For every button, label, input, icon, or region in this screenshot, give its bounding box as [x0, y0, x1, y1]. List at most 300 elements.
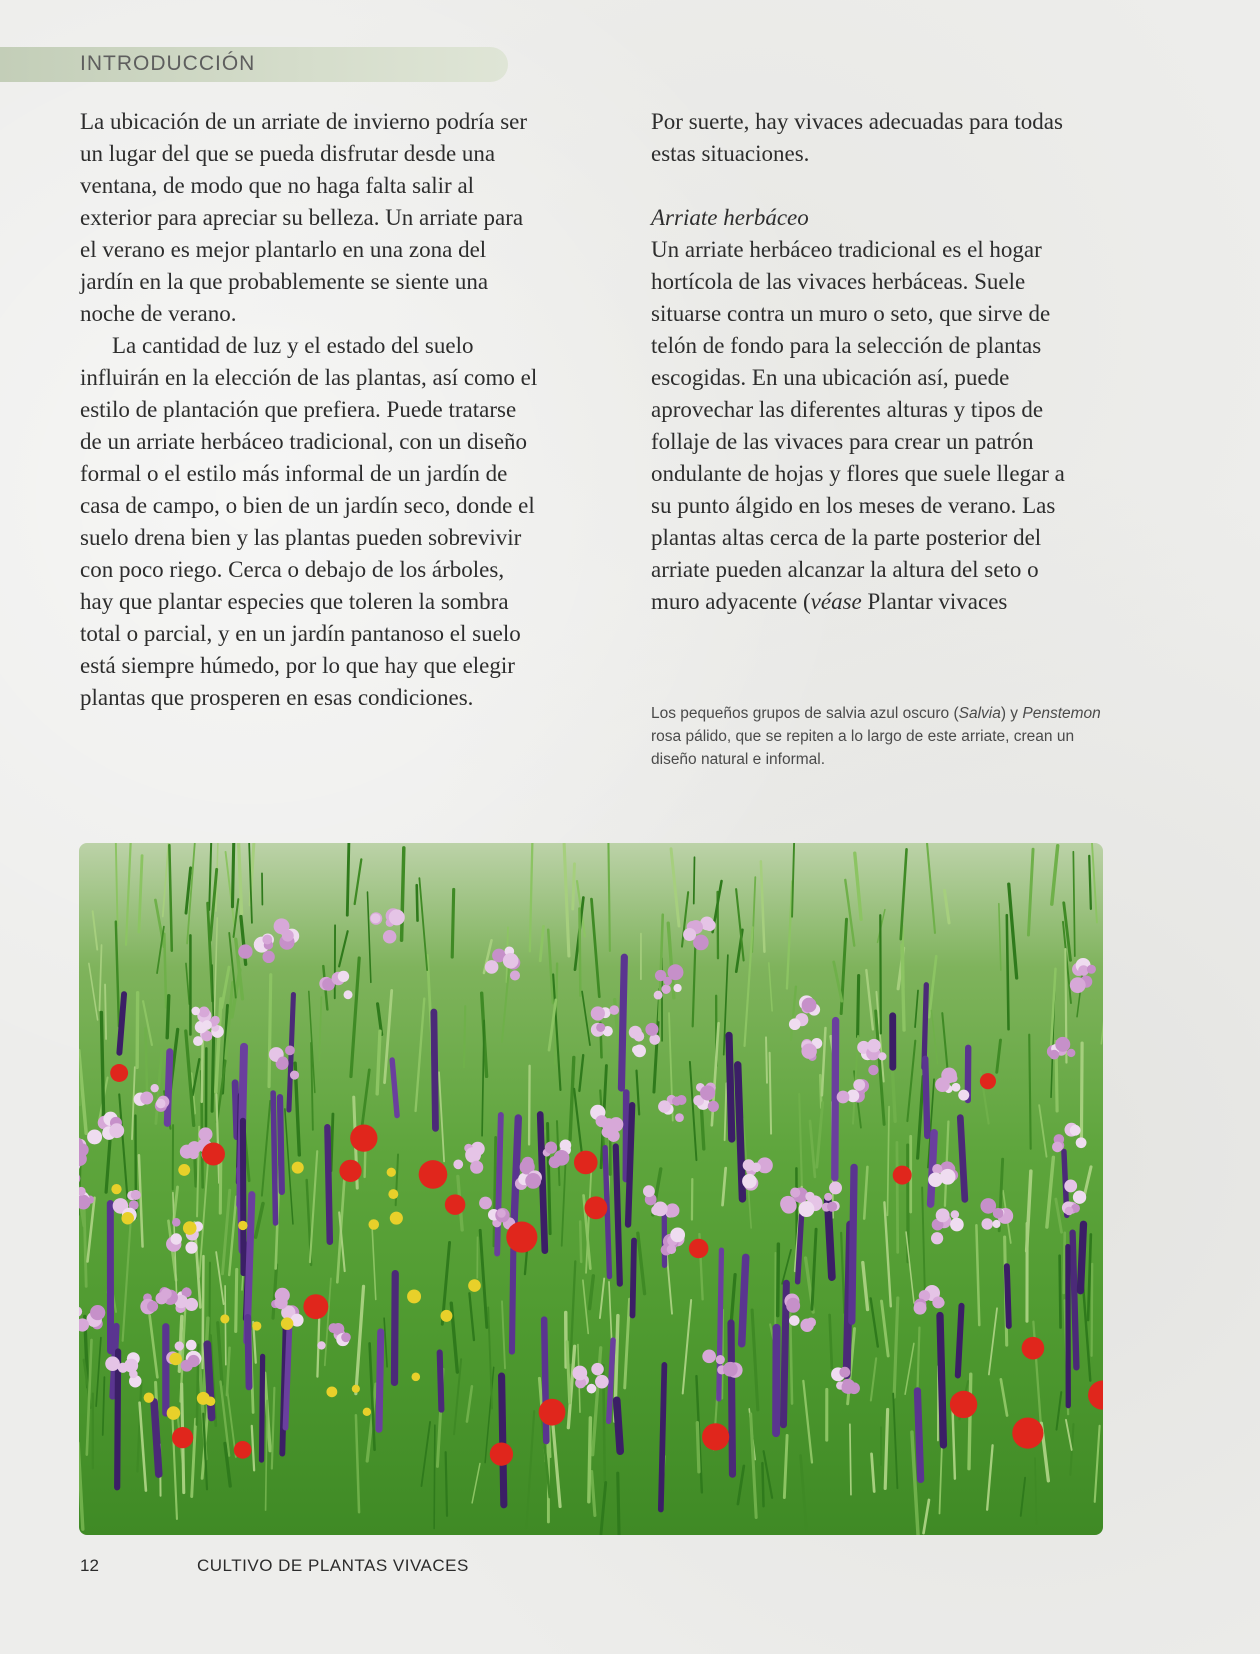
penstemon-flower [238, 944, 252, 958]
penstemon-flower [676, 1095, 686, 1105]
grass-blade [697, 1423, 699, 1472]
grass-blade [987, 1445, 992, 1509]
grass-blade [608, 843, 610, 951]
grass-blade [472, 1463, 480, 1502]
salvia-spike [960, 1118, 965, 1200]
grass-blade [787, 881, 792, 988]
grass-blade [863, 1263, 868, 1310]
grass-blade [540, 926, 543, 960]
grass-blade [143, 1001, 152, 1045]
grass-blade [1095, 1426, 1100, 1502]
penstemon-flower [595, 1375, 609, 1389]
penstemon-flower [465, 1147, 481, 1163]
penstemon-flower [211, 1016, 220, 1025]
grass-blade [1101, 977, 1103, 1044]
salvia-spike [917, 1391, 920, 1480]
penstemon-flower [596, 1023, 605, 1032]
grass-blade [169, 845, 171, 951]
yellow-flower [281, 1317, 293, 1329]
grass-blade [915, 990, 918, 1027]
grass-blade [480, 1230, 487, 1327]
salvia-spike [497, 1115, 501, 1254]
yellow-flower [363, 1408, 371, 1416]
salvia-spike [379, 1332, 381, 1429]
grass-blade [858, 976, 859, 1037]
salvia-spike [248, 1317, 249, 1386]
right-text-column [651, 106, 1091, 618]
grass-blade [89, 963, 98, 1020]
penstemon-flower [958, 1090, 969, 1101]
salvia-spike [273, 1093, 275, 1223]
penstemon-flower [199, 1006, 210, 1017]
grass-blade [266, 1400, 268, 1510]
penstemon-flower [186, 1340, 197, 1351]
grass-blade [791, 987, 796, 1040]
grass-blade [766, 1037, 767, 1082]
grass-blade [164, 934, 166, 1008]
grass-blade [229, 1197, 236, 1275]
salvia-spike [434, 1012, 436, 1128]
salvia-spike [262, 1356, 263, 1460]
penstemon-flower [191, 1007, 200, 1016]
grass-blade [150, 1315, 158, 1377]
penstemon-flower [90, 1305, 105, 1320]
yellow-flower [368, 1219, 379, 1230]
cross-reference-text: Plantar vivaces [861, 589, 1008, 614]
grass-blade [105, 985, 106, 1039]
grass-blade [855, 853, 861, 919]
penstemon-flower [878, 1052, 886, 1060]
yellow-flower [206, 1397, 216, 1407]
penstemon-flower [936, 1208, 950, 1222]
caption-italic: Salvia [958, 705, 1001, 722]
grass-blade [567, 1342, 570, 1403]
poppy-flower [445, 1194, 466, 1215]
penstemon-flower [87, 1129, 102, 1144]
penstemon-flower [140, 1091, 153, 1104]
poppy-flower [350, 1124, 377, 1151]
salvia-spike [617, 1400, 620, 1451]
poppy-flower [584, 1196, 607, 1219]
grass-blade [590, 1276, 594, 1309]
caption-text: ) y [1000, 705, 1023, 722]
grass-blade [1033, 1322, 1040, 1422]
page-number: 12 [80, 1556, 99, 1575]
grass-blade [764, 1451, 773, 1498]
penstemon-flower [105, 1356, 120, 1371]
grass-blade [850, 1424, 851, 1494]
grass-blade [731, 1275, 735, 1322]
penstemon-flower [131, 1190, 141, 1200]
grass-blade [929, 956, 936, 1017]
grass-blade [690, 1062, 697, 1160]
poppy-flower [702, 1423, 729, 1450]
penstemon-flower [338, 971, 349, 982]
grass-blade [817, 1102, 823, 1167]
penstemon-flower [702, 1349, 716, 1363]
salvia-spike [540, 1114, 545, 1250]
penstemon-flower [914, 1302, 927, 1315]
poppy-flower [234, 1441, 252, 1459]
grass-blade [582, 992, 590, 1046]
grass-blade [953, 1408, 955, 1478]
yellow-flower [326, 1386, 337, 1397]
grass-blade [356, 1286, 364, 1393]
left-text-column [80, 106, 542, 714]
salvia-spike [958, 1306, 962, 1376]
grass-blade [355, 859, 362, 904]
penstemon-flower [632, 1046, 640, 1054]
penstemon-flower [510, 970, 520, 980]
penstemon-flower [742, 1174, 757, 1189]
grass-blade [1047, 1157, 1053, 1227]
grass-blade [482, 1020, 484, 1135]
grass-blade [893, 1394, 897, 1489]
penstemon-flower [1064, 1180, 1077, 1193]
yellow-flower [144, 1392, 154, 1402]
grass-blade [922, 1187, 925, 1300]
penstemon-flower [670, 1228, 685, 1243]
penstemon-flower [806, 1317, 816, 1327]
penstemon-flower [839, 1367, 850, 1378]
penstemon-flower [658, 1100, 671, 1113]
salvia-spike [828, 1200, 832, 1277]
penstemon-flower [290, 1070, 299, 1079]
grass-blade [186, 963, 189, 1004]
penstemon-flower [827, 1202, 837, 1212]
yellow-flower [169, 1353, 182, 1366]
grass-blade [84, 1202, 86, 1286]
grass-blade [761, 861, 765, 951]
grass-blade [592, 1472, 595, 1516]
grass-blade [195, 1155, 196, 1186]
grass-blade [1009, 884, 1017, 978]
grass-blade [220, 1156, 221, 1213]
penstemon-flower [992, 1220, 1000, 1228]
grass-blade [172, 1411, 177, 1519]
grass-blade [693, 947, 696, 1026]
grass-blade [769, 963, 772, 1011]
penstemon-flower [371, 913, 381, 923]
body-text: Un arriate herbáceo tradicional es el hogar hortícola de las vivaces herbáceas. Suele situarse contra un muro o seto, que sirve de telón de fondo para la selección de plantas escogidas. En una ubicación así, puede aprovechar las diferentes alturas y tipos de follaje de las vivaces para crear un patrón ondulante de hojas y flores que suele llegar a su punto álgido en los meses de verano. Las plantas altas cerca de la parte posterior del arriate pueden alcanzar la altura del seto o muro adyacente ( [651, 237, 1065, 614]
grass-blade [272, 1388, 275, 1469]
grass-blade [1029, 1035, 1030, 1149]
running-title: CULTIVO DE PLANTAS VIVACES [197, 1556, 469, 1575]
salvia-spike [798, 1216, 802, 1282]
penstemon-flower [383, 930, 397, 944]
grass-blade [252, 1426, 254, 1470]
poppy-flower [419, 1160, 448, 1189]
penstemon-flower [950, 1218, 964, 1232]
grass-blade [866, 970, 873, 1029]
poppy-flower [202, 1142, 225, 1165]
penstemon-flower [1076, 1137, 1087, 1148]
grass-blade [126, 843, 131, 945]
grass-blade [339, 931, 348, 966]
penstemon-flower [829, 1181, 842, 1194]
penstemon-flower [993, 1208, 1004, 1219]
penstemon-flower [109, 1123, 124, 1138]
body-paragraph: La cantidad de luz y el estado del suelo influirán en la elección de las plantas, así como el estilo de plantación que prefiera. Puede tratarse de un arriate herbáceo tradicional, con un diseño formal o el estilo más informal de un jardín de casa de campo, o bien de un jardín seco, donde el suelo drena bien y las plantas pueden sobrevivir con poco riego. Cerca o debajo de los árboles, hay que plantar especies que toleren la sombra total o parcial, y en un jardín pantanoso el suelo está siempre húmedo, por lo que hay que elegir plantas que prosperen en esas condiciones. [80, 333, 538, 710]
grass-blade [1056, 1199, 1062, 1232]
penstemon-flower [277, 1057, 288, 1068]
yellow-flower [252, 1321, 261, 1330]
grass-blade [600, 1279, 604, 1319]
salvia-spike [154, 1402, 159, 1474]
salvia-spike [119, 994, 124, 1053]
penstemon-flower [751, 1162, 761, 1172]
penstemon-flower [172, 1218, 181, 1227]
penstemon-flower [591, 1006, 605, 1020]
body-paragraph: Por suerte, hay vivaces adecuadas para todas estas situaciones. [651, 109, 1063, 166]
yellow-flower [178, 1164, 190, 1176]
penstemon-flower [643, 1185, 655, 1197]
penstemon-flower [591, 1363, 604, 1376]
grass-blade [600, 1482, 605, 1535]
grass-blade [163, 843, 169, 916]
penstemon-flower [1055, 1037, 1070, 1052]
grass-blade [871, 1358, 876, 1400]
grass-blade [115, 843, 117, 926]
penstemon-flower [607, 1130, 619, 1142]
grass-blade [784, 1435, 787, 1497]
penstemon-flower [503, 953, 519, 969]
penstemon-flower [1070, 977, 1086, 993]
salvia-spike [719, 1250, 722, 1399]
grass-blade [830, 1315, 832, 1368]
poppy-flower [539, 1399, 566, 1426]
grass-blade [778, 1244, 779, 1316]
grass-blade [193, 1059, 200, 1095]
grass-blade [770, 1053, 771, 1134]
grass-blade [894, 1298, 898, 1397]
poppy-flower [303, 1294, 328, 1319]
grass-blade [907, 1041, 915, 1121]
grass-blade [197, 1127, 199, 1217]
poppy-flower [689, 1239, 709, 1259]
penstemon-flower [723, 1362, 738, 1377]
grass-blade [782, 1250, 791, 1284]
penstemon-flower [928, 1173, 942, 1187]
grass-blade [926, 843, 935, 933]
grass-blade [897, 1142, 898, 1252]
penstemon-flower [156, 1099, 166, 1109]
grass-blade [222, 967, 229, 1007]
grass-blade [1056, 1392, 1061, 1429]
grass-blade [1064, 1233, 1065, 1293]
grass-blade [573, 864, 575, 909]
grass-blade [96, 1338, 101, 1407]
grass-blade [123, 1221, 131, 1341]
grass-blade [969, 1374, 971, 1468]
salvia-spike [742, 1257, 746, 1343]
caption-text: Los pequeños grupos de salvia azul oscuro ( [651, 705, 959, 722]
grass-blade [906, 1232, 914, 1303]
grass-blade [434, 1425, 435, 1528]
grass-blade [683, 1300, 691, 1393]
penstemon-flower [609, 1005, 619, 1015]
penstemon-flower [824, 1193, 832, 1201]
grass-blade [140, 1403, 146, 1491]
grass-blade [232, 843, 233, 907]
penstemon-flower [805, 1192, 814, 1201]
penstemon-flower [683, 928, 696, 941]
penstemon-flower [609, 1117, 624, 1132]
grass-blade [574, 1089, 581, 1152]
penstemon-flower [790, 1187, 800, 1197]
grass-blade [222, 1190, 229, 1274]
penstemon-flower [285, 1045, 295, 1055]
penstemon-flower [837, 1091, 850, 1104]
grass-blade [917, 1328, 919, 1394]
grass-blade [1073, 852, 1074, 956]
penstemon-flower [1067, 1049, 1075, 1057]
penstemon-flower [673, 984, 681, 992]
grass-blade [591, 899, 599, 997]
penstemon-flower [667, 1245, 676, 1254]
grass-blade [88, 1198, 95, 1262]
grass-blade [579, 1055, 583, 1091]
salvia-spike [167, 1052, 169, 1124]
yellow-flower [441, 1310, 453, 1322]
salvia-spike [207, 1344, 211, 1417]
penstemon-flower [545, 1142, 557, 1154]
salvia-spike [514, 1118, 519, 1229]
grass-blade [1001, 1379, 1007, 1415]
cross-reference-italic: véase [810, 589, 862, 614]
grass-blade [548, 1123, 551, 1233]
penstemon-flower [931, 1232, 943, 1244]
grass-blade [1007, 915, 1009, 1029]
penstemon-flower [170, 1233, 181, 1244]
penstemon-flower [675, 1113, 684, 1122]
grass-blade [310, 1151, 317, 1262]
grass-blade [762, 1463, 763, 1506]
grass-blade [834, 962, 842, 1001]
grass-blade [562, 1155, 566, 1246]
grass-blade [999, 904, 1001, 970]
grass-blade [1039, 1105, 1046, 1157]
grass-blade [417, 885, 418, 920]
penstemon-flower [1073, 1191, 1086, 1204]
grass-blade [618, 1473, 619, 1535]
grass-blade [351, 958, 359, 1076]
grass-blade [79, 1443, 83, 1529]
salvia-spike [280, 1097, 282, 1192]
grass-blade [262, 1101, 270, 1196]
grass-blade [1028, 849, 1033, 935]
penstemon-flower [497, 1209, 506, 1218]
penstemon-flower [572, 1366, 587, 1381]
grass-blade [451, 1303, 457, 1372]
grass-blade [976, 1225, 979, 1325]
grass-blade [939, 1447, 941, 1513]
grass-blade [502, 1301, 505, 1368]
salvia-spike [609, 1340, 613, 1421]
grass-blade [236, 1269, 237, 1331]
grass-blade [864, 1167, 867, 1219]
penstemon-flower [525, 1173, 541, 1189]
grass-blade [942, 1013, 948, 1073]
grass-blade [580, 1222, 581, 1262]
grass-blade [583, 1280, 588, 1333]
penstemon-flower [853, 1079, 865, 1091]
grass-blade [467, 1386, 472, 1421]
grass-blade [372, 1220, 376, 1299]
penstemon-flower [1049, 1050, 1059, 1060]
grass-blade [792, 843, 795, 917]
grass-blade [227, 1348, 230, 1395]
penstemon-flower [185, 1242, 197, 1254]
grass-blade [347, 843, 349, 915]
grass-blade [384, 1318, 387, 1367]
poppy-flower [1088, 1381, 1103, 1410]
grass-blade [256, 1203, 263, 1237]
grass-blade [116, 922, 119, 1027]
penstemon-flower [932, 1164, 942, 1174]
penstemon-flower [161, 1288, 172, 1299]
penstemon-flower [781, 1198, 797, 1214]
penstemon-flower [645, 1023, 658, 1036]
grass-blade [285, 1109, 293, 1224]
penstemon-flower [653, 1201, 668, 1216]
grass-blade [530, 843, 533, 951]
penstemon-flower [786, 1299, 800, 1313]
penstemon-flower [262, 951, 274, 963]
grass-blade [884, 1202, 890, 1306]
grass-blade [1081, 1043, 1082, 1138]
penstemon-flower [328, 1323, 338, 1333]
penstemon-flower [150, 1084, 158, 1092]
grass-blade [167, 996, 169, 1038]
yellow-flower [407, 1289, 421, 1303]
penstemon-flower [147, 1301, 158, 1312]
grass-blade [887, 1107, 889, 1216]
grass-blade [469, 1293, 474, 1340]
salvia-spike [502, 1376, 504, 1505]
grass-blade [752, 1310, 758, 1410]
penstemon-flower [470, 1161, 483, 1174]
salvia-spike [632, 1240, 634, 1315]
penstemon-flower [485, 960, 499, 974]
grass-blade [725, 1083, 727, 1140]
yellow-flower [183, 1221, 197, 1235]
grass-blade [902, 945, 904, 1030]
salvia-spike [1080, 1224, 1083, 1290]
penstemon-flower [951, 1210, 960, 1219]
grass-blade [93, 911, 98, 949]
grass-blade [209, 843, 212, 910]
penstemon-flower [341, 1332, 351, 1342]
yellow-flower [352, 1385, 360, 1393]
grass-blade [989, 1308, 997, 1374]
penstemon-flower [1065, 1207, 1074, 1216]
grass-blade [106, 1136, 110, 1192]
penstemon-flower [479, 1197, 492, 1210]
grass-blade [945, 890, 950, 923]
penstemon-flower [708, 1101, 719, 1112]
yellow-flower [388, 1189, 398, 1199]
grass-blade [564, 844, 569, 956]
penstemon-flower [175, 1341, 184, 1350]
salvia-spike [117, 1352, 118, 1488]
penstemon-flower [554, 1150, 570, 1166]
grass-blade [1089, 856, 1091, 909]
penstemon-flower [181, 1360, 193, 1372]
grass-blade [872, 1454, 875, 1492]
grass-blade [548, 930, 553, 1003]
salvia-spike [729, 1035, 732, 1139]
